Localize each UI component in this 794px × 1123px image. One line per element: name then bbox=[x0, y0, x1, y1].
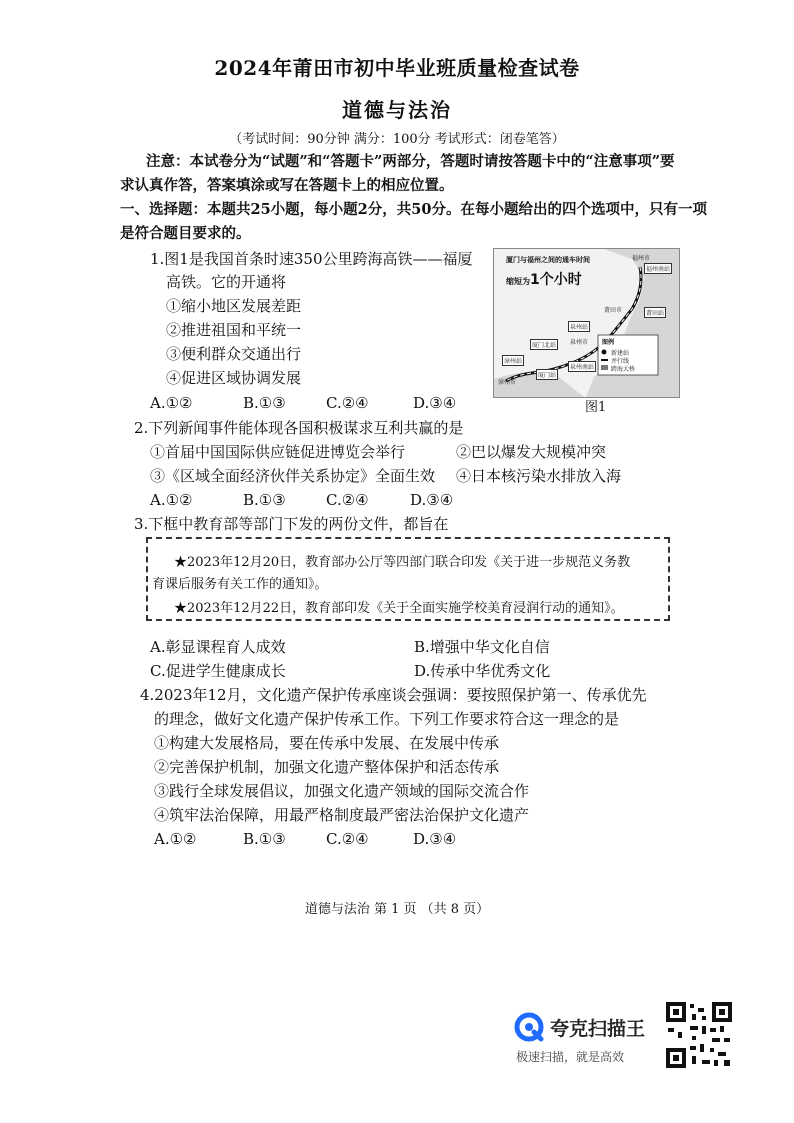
q2-item-2: ②巴以爆发大规模冲突 bbox=[456, 443, 607, 461]
q1-item-2: ②推进祖国和平统一 bbox=[166, 321, 302, 339]
q4-option-a: A.①② bbox=[154, 830, 197, 848]
subject-title: 道德与法治 bbox=[342, 98, 452, 122]
q4-item-1: ①构建大发展格局，要在传承中发展、在发展中传承 bbox=[154, 734, 500, 752]
map-city-quanzhou: 泉州市 bbox=[570, 339, 589, 346]
q1-item-1: ①缩小地区发展差距 bbox=[166, 297, 302, 315]
q1-option-c: C.②④ bbox=[326, 394, 369, 412]
q2-option-a: A.①② bbox=[150, 491, 193, 509]
map-station-xiamen: 厦门站 bbox=[536, 369, 558, 380]
q2-option-d: D.③④ bbox=[410, 491, 454, 509]
box-line-3: ★2023年12月22日，教育部印发《关于全面实施学校美育浸润行动的通知》。 bbox=[174, 601, 624, 616]
map-city-fuzhou: 福州市 bbox=[632, 255, 651, 262]
map-station-putian: 莆田站 bbox=[644, 307, 666, 318]
q3-option-c: C.促进学生健康成长 bbox=[150, 662, 286, 680]
q4-stem-2: 的理念，做好文化遗产保护传承工作。下列工作要求符合这一理念的是 bbox=[154, 710, 620, 728]
qr-code[interactable] bbox=[666, 1002, 732, 1068]
q2-item-4: ④日本核污染水排放入海 bbox=[456, 467, 622, 485]
map-station-zhangzhou: 漳州站 bbox=[502, 355, 524, 366]
q3-document-box bbox=[146, 537, 670, 621]
section-heading-2: 是符合题目要求的。 bbox=[120, 225, 251, 242]
q1-item-4: ④促进区域协调发展 bbox=[166, 369, 302, 387]
q1-stem-2: 高铁。它的开通将 bbox=[166, 273, 287, 291]
notice-label: 注意： bbox=[146, 153, 190, 170]
map-headline-big: 1个小时 bbox=[530, 272, 582, 288]
map-headline bbox=[506, 269, 582, 289]
scanner-brand-name: 夸克扫描王 bbox=[550, 1018, 646, 1040]
q1-option-a: A.①② bbox=[150, 394, 193, 412]
map-headline-small: 厦门与福州之间的通车时间 bbox=[506, 256, 590, 264]
map-station-quanzhou: 泉州站 bbox=[568, 321, 590, 332]
q3-option-b: B.增强中华文化自信 bbox=[414, 638, 550, 656]
q2-item-3: ③《区域全面经济伙伴关系协定》全面生效 bbox=[150, 467, 436, 485]
map-station-fuzhou-south: 福州南站 bbox=[644, 263, 672, 274]
scanner-watermark bbox=[514, 1012, 664, 1068]
q4-item-4: ④筑牢法治保障，用最严格制度最严密法治保护文化遗产 bbox=[154, 806, 530, 824]
legend-bridge-marker bbox=[601, 365, 608, 370]
exam-meta: （考试时间：90分钟 满分：100分 考试形式：闭卷笔答） bbox=[229, 132, 565, 147]
q1-option-b: B.①③ bbox=[243, 394, 286, 412]
page-footer: 道德与法治 第 1 页 （共 8 页） bbox=[304, 902, 490, 917]
legend-station-marker bbox=[602, 350, 607, 355]
qr-code-icon bbox=[666, 1002, 732, 1068]
q4-item-2: ②完善保护机制，加强文化遗产整体保护和活态传承 bbox=[154, 758, 500, 776]
notice-line-2: 求认真作答，答案填涂或写在答题卡上的相应位置。 bbox=[120, 177, 454, 194]
q4-option-d: D.③④ bbox=[413, 830, 457, 848]
map-legend-line: 并行线 bbox=[611, 358, 630, 365]
section-heading-1: 一、选择题：本题共25小题，每小题2分，共50分。在每小题给出的四个选项中，只有一项 bbox=[120, 201, 707, 218]
map-legend-title: 图例 bbox=[602, 339, 615, 346]
railway-map-figure bbox=[493, 248, 680, 398]
map-city-putian: 莆田市 bbox=[604, 307, 623, 314]
q2-option-b: B.①③ bbox=[243, 491, 286, 509]
figure-caption: 图1 bbox=[585, 400, 607, 415]
q4-option-c: C.②④ bbox=[326, 830, 369, 848]
q1-stem-1: 1.图1是我国首条时速350公里跨海高铁——福厦 bbox=[150, 250, 473, 268]
q3-stem: 3.下框中教育部等部门下发的两份文件，都旨在 bbox=[134, 515, 449, 533]
scanner-slogan: 极速扫描，就是高效 bbox=[516, 1050, 625, 1064]
q3-option-a: A.彰显课程育人成效 bbox=[150, 638, 286, 656]
q2-stem: 2.下列新闻事件能体现各国积极谋求互利共赢的是 bbox=[134, 419, 464, 437]
box-line-1: ★2023年12月20日，教育部办公厅等四部门联合印发《关于进一步规范义务教 bbox=[174, 555, 631, 570]
exam-title: 2024年莆田市初中毕业班质量检查试卷 bbox=[214, 56, 580, 80]
q2-item-1: ①首届中国国际供应链促进博览会举行 bbox=[150, 443, 406, 461]
map-legend-station: 新建站 bbox=[611, 350, 630, 357]
q3-option-d: D.传承中华优秀文化 bbox=[414, 662, 551, 680]
map-city-zhangzhou: 漳州市 bbox=[498, 379, 517, 386]
q1-option-d: D.③④ bbox=[413, 394, 457, 412]
q4-option-b: B.①③ bbox=[243, 830, 286, 848]
notice-line-1 bbox=[146, 152, 675, 172]
q4-item-3: ③践行全球发展倡议，加强文化遗产领域的国际交流合作 bbox=[154, 782, 530, 800]
scanner-logo-icon bbox=[514, 1012, 544, 1042]
box-line-2: 育课后服务有关工作的通知》。 bbox=[152, 577, 328, 592]
map-legend-bridge: 跨海大桥 bbox=[611, 366, 636, 373]
q2-option-c: C.②④ bbox=[326, 491, 369, 509]
map-station-quanzhou-south: 泉州南站 bbox=[568, 361, 596, 372]
q1-item-3: ③便利群众交通出行 bbox=[166, 345, 302, 363]
map-headline-prefix: 缩短为 bbox=[506, 277, 530, 286]
q4-stem-1: 4.2023年12月，文化遗产保护传承座谈会强调：要按照保护第一、传承优先 bbox=[140, 686, 647, 704]
map-station-xiamen-north: 厦门北站 bbox=[530, 339, 558, 350]
notice-text-1: 本试卷分为“试题”和“答题卡”两部分，答题时请按答题卡中的“注意事项”要 bbox=[189, 153, 675, 170]
